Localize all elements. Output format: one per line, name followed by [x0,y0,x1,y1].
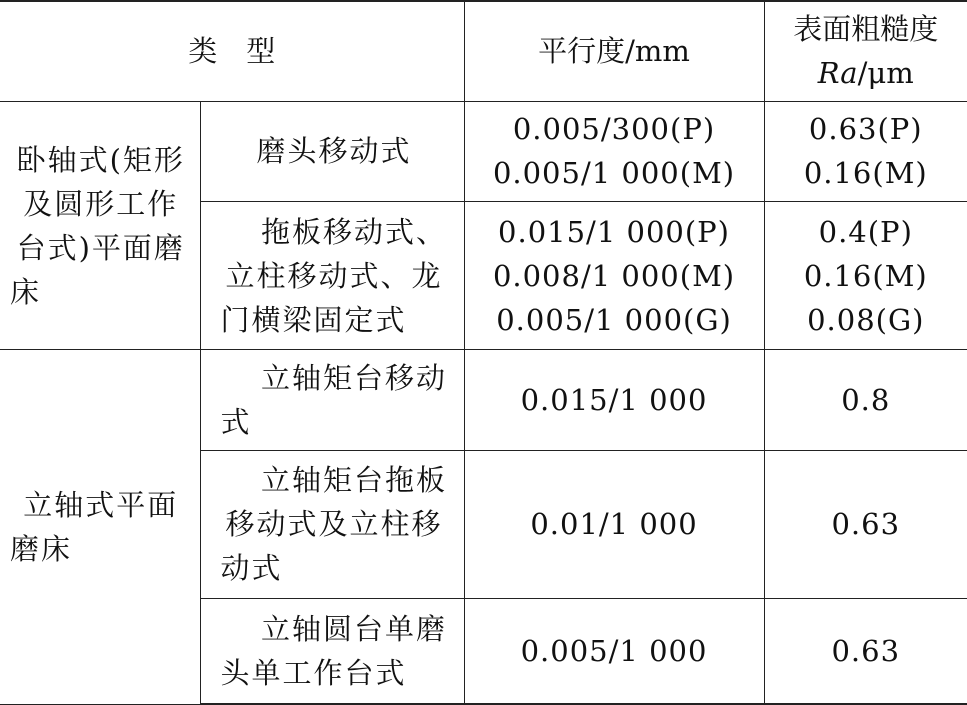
parallelism-cell [464,350,764,450]
header-roughness [764,1,967,101]
header-unit-text: /μm [857,56,914,91]
roughness-value: 0.8 [841,383,891,418]
parallelism-cell [464,101,764,201]
subtype-cell: 拖板移动式、立柱移动式、龙门横梁固定式 [200,202,464,350]
roughness-value: 0.16(M) [803,258,928,293]
parallelism-value: 0.005/1 000(G) [496,302,732,337]
parallelism-value: 0.005/1 000 [520,634,708,669]
header-roughness-unit [765,51,967,95]
parallelism-cell [464,599,764,704]
header-ra-symbol: Ra [817,56,858,91]
roughness-cell [764,101,967,201]
subtype-cell: 磨头移动式 [200,101,464,201]
table-row [0,350,967,450]
roughness-value: 0.16(M) [803,156,928,191]
roughness-cell [764,599,967,704]
roughness-value: 0.4(P) [818,214,913,249]
parallelism-value: 0.008/1 000(M) [492,258,736,293]
parallelism-value: 0.005/1 000(M) [492,156,736,191]
header-parallelism-label: 平行度/mm [538,34,690,69]
roughness-value: 0.63 [831,634,901,669]
parallelism-cell [464,202,764,350]
table-row [0,101,967,201]
parallelism-value: 0.005/300(P) [512,112,716,147]
parallelism-value: 0.015/1 000 [520,383,708,418]
group-name-vertical: 立轴式平面磨床 [0,350,200,704]
roughness-value: 0.63(P) [808,112,923,147]
parallelism-cell [464,450,764,598]
roughness-cell [764,202,967,350]
header-type-label: 类 型 [188,34,276,69]
parallelism-value: 0.015/1 000(P) [498,214,730,249]
roughness-value: 0.63 [831,507,901,542]
subtype-cell: 立轴矩台移动式 [200,350,464,450]
header-row [0,1,967,101]
header-roughness-label: 表面粗糙度 [793,12,939,47]
header-parallelism [464,1,764,101]
subtype-cell: 立轴圆台单磨头单工作台式 [200,599,464,704]
roughness-cell [764,450,967,598]
parallelism-value: 0.01/1 000 [530,507,698,542]
roughness-cell [764,350,967,450]
header-type [0,1,464,101]
group-name-horizontal: 卧轴式(矩形及圆形工作台式)平面磨床 [0,101,200,350]
subtype-cell: 立轴矩台拖板移动式及立柱移动式 [200,450,464,598]
roughness-value: 0.08(G) [807,302,925,337]
